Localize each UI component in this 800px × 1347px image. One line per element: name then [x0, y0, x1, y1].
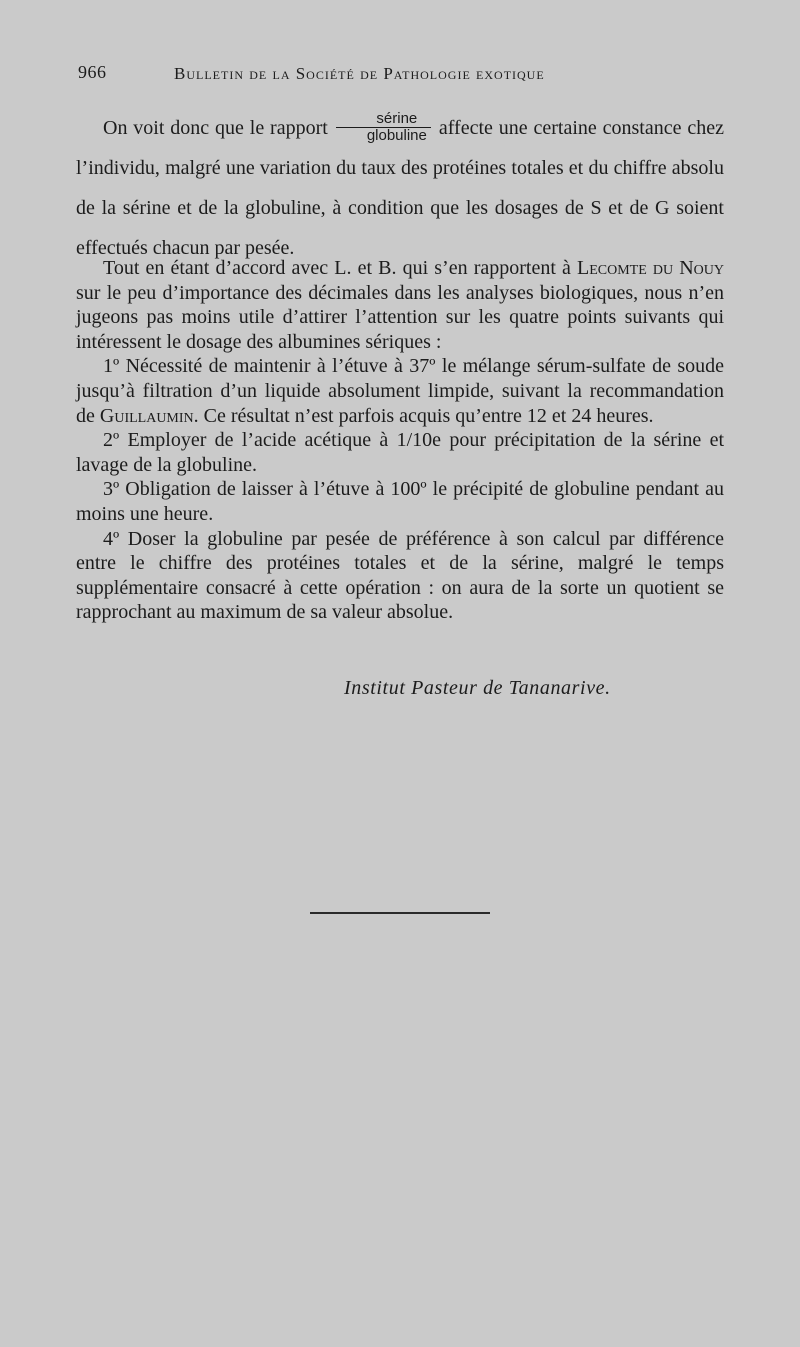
paragraph-3-rest: . Ce résultat n’est parfois acquis qu’entre 12 et 24 heures.: [193, 404, 654, 427]
author-name-lecomte: Lecomte du Nouy: [577, 257, 725, 279]
paragraph-2-lead: Tout en étant d’accord avec L. et B. qui s’en rapportent à: [103, 257, 571, 279]
running-title: Bulletin de la Société de Pathologie exotique: [174, 64, 545, 83]
fraction-numerator: sérine: [336, 111, 431, 128]
page-header: [78, 62, 722, 86]
author-name-guillaumin: Guillaumin: [99, 404, 194, 427]
institution-signature: Institut Pasteur de Tananarive.: [344, 677, 611, 699]
ratio-fraction: [336, 111, 431, 144]
paragraph-4: 2º Employer de l’acide acétique à 1/10e pour précipitation de la sérine et lavage de la globuline.: [76, 429, 724, 476]
paragraph-1: [76, 108, 724, 268]
paragraph-2: [76, 256, 724, 354]
page-number: 966: [78, 62, 107, 82]
fraction-denominator: globuline: [366, 126, 427, 144]
paragraph-2-rest: sur le peu d’importance des décimales dans les analyses biologiques, nous n’en jugeons pas moins utile d’attirer l’attention sur les quatre points suivants qui intéressent le dosage des albumines sériques :: [76, 281, 724, 353]
article-body: [76, 108, 724, 625]
paragraph-1-lead: On voit donc que le rapport: [103, 117, 328, 139]
paragraph-1-rest: affecte une certaine constance chez l’individu, malgré une variation du taux des protéines totales et du chiffre absolu de la sérine et de la globuline, à condition que les dosages de S et de G soient effectués chacun par pesée.: [76, 117, 724, 259]
end-rule: [310, 912, 490, 914]
paragraph-6: 4º Doser la globuline par pesée de préférence à son calcul par différence entre le chiffre des protéines totales et de la sérine, malgré le temps supplémentaire consacré à cette opération : on aura de la sorte un quotient se rapprochant au maximum de sa valeur absolue.: [76, 527, 724, 624]
paragraph-3-lead: 1º Nécessité de maintenir à l’étuve à 37º le mélange sérum-sulfate de soude jusqu’à filtration d’un liquide absolument limpide, suivant la recommandation de: [76, 355, 724, 427]
paragraph-5: 3º Obligation de laisser à l’étuve à 100º le précipité de globuline pendant au moins une heure.: [76, 478, 724, 525]
paragraph-3: [76, 354, 724, 428]
